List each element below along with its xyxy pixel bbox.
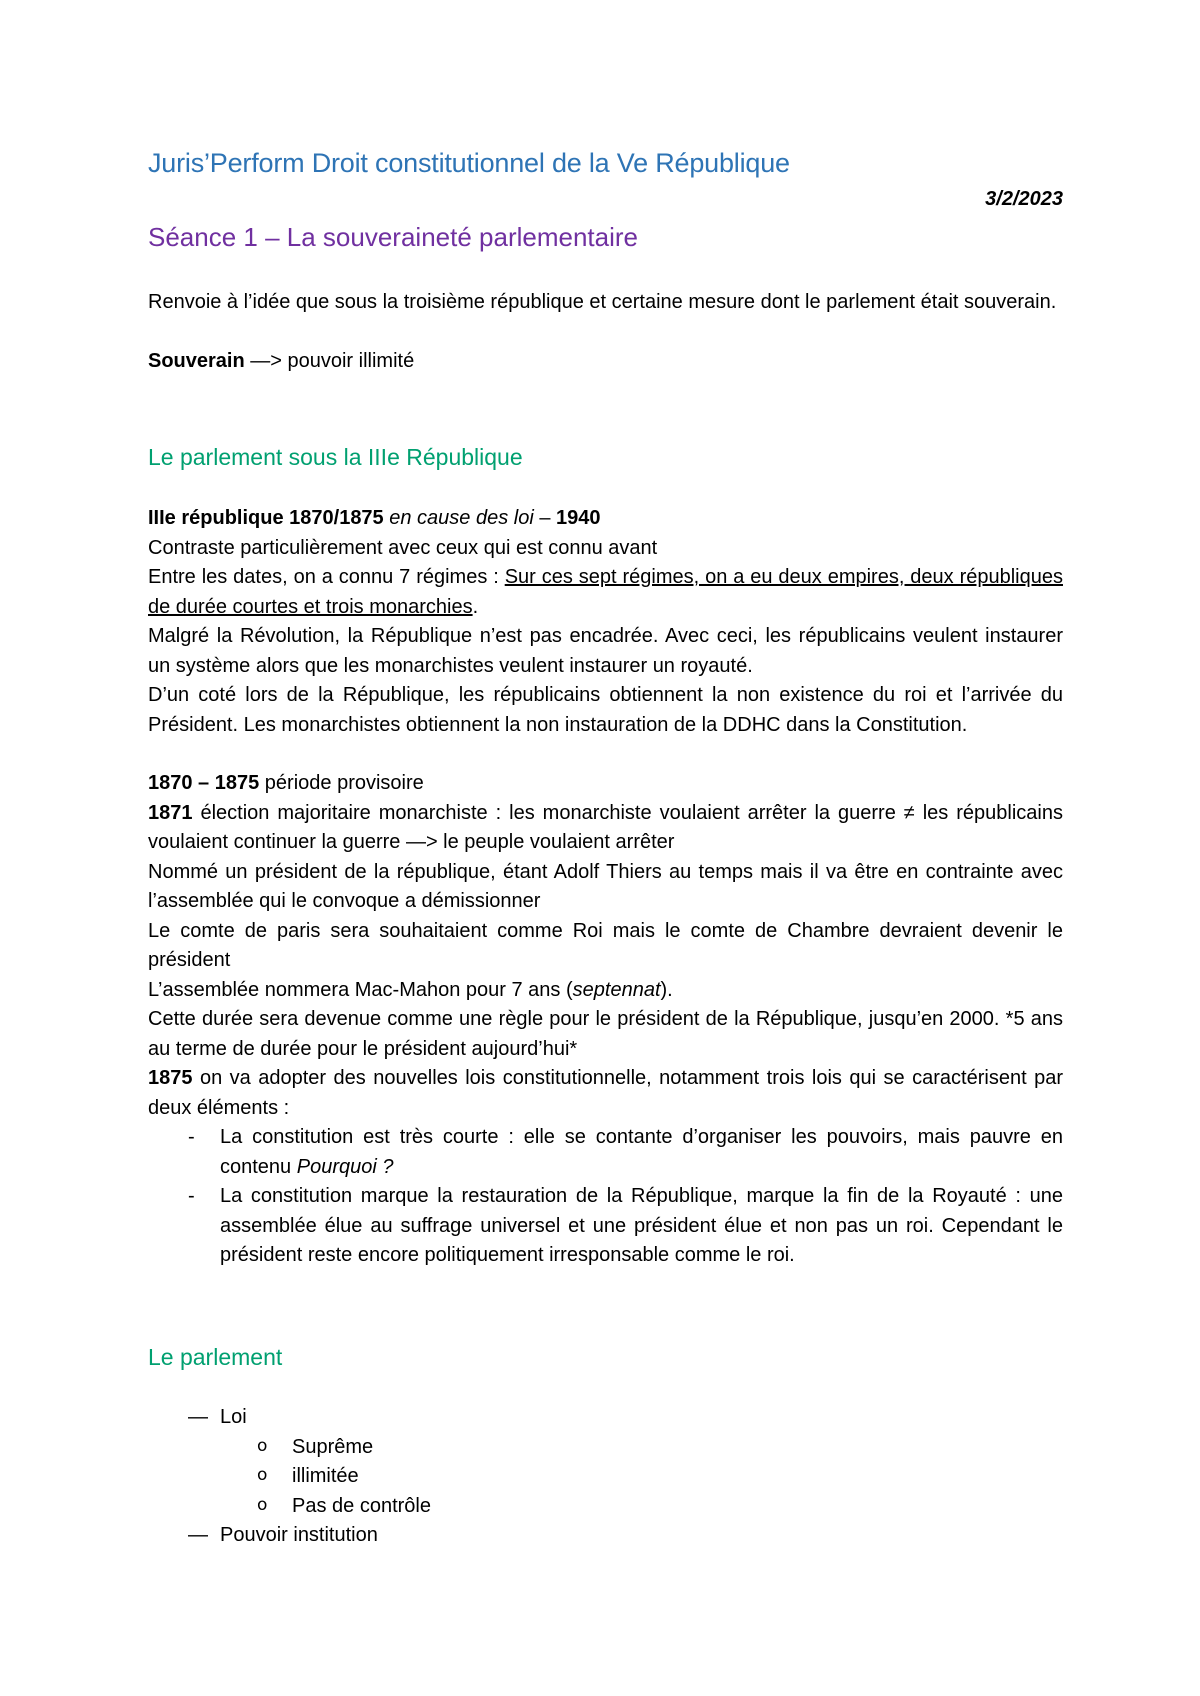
outline-subitem	[148, 1462, 1063, 1492]
souverain-definition: —> pouvoir illimité	[244, 349, 415, 372]
provisional-label: période provisoire	[259, 772, 424, 794]
outline-item-label: Loi	[220, 1406, 247, 1428]
bullet-dash: -	[188, 1126, 195, 1148]
circle-bullet: o	[257, 1465, 268, 1485]
revolution-paragraph: Malgré la Révolution, la République n’est pas encadrée. Avec ceci, les républicains veulent instaurer un système alors que les monarchistes veulent instaurer un royauté.	[148, 625, 1063, 677]
provisional-dates: 1870 – 1875	[148, 772, 260, 794]
comte-paragraph: Le comte de paris sera souhaitaient comme Roi mais le comte de Chambre devraient devenir le président	[148, 919, 1063, 971]
em-dash-bullet: —	[188, 1524, 208, 1546]
section1-body	[148, 504, 1063, 1271]
section-heading-iiie-republique: Le parlement sous la IIIe République	[148, 444, 523, 470]
souverain-line	[148, 347, 1063, 377]
intro-block	[148, 288, 1063, 376]
constitution-bullet-list	[148, 1123, 1063, 1271]
em-dash-bullet: —	[188, 1406, 208, 1428]
year-1871: 1871	[148, 801, 193, 824]
document-date: 3/2/2023	[985, 188, 1063, 210]
dates-line	[148, 504, 1063, 534]
mac-mahon-end: ).	[660, 978, 673, 1001]
dates-cause: en cause des loi	[383, 507, 534, 529]
bullet-dash: -	[188, 1185, 195, 1207]
outline-subitem-label: Suprême	[292, 1435, 374, 1458]
outline-item-label: Pouvoir institution	[220, 1524, 378, 1546]
year-1875: 1875	[148, 1067, 193, 1089]
document-page	[148, 0, 1063, 1696]
section-heading-parlement: Le parlement	[148, 1344, 283, 1370]
duration-paragraph: Cette durée sera devenue comme une règle pour le président de la République, jusqu’en 2000. *5 ans au terme de durée pour le président aujourd’hui*	[148, 1008, 1063, 1060]
session-title: Séance 1 – La souveraineté parlementaire	[148, 222, 638, 252]
thiers-paragraph: Nommé un président de la république, étant Adolf Thiers au temps mais il va être en contrainte avec l’assemblée qui le convoque a démissionner	[148, 860, 1063, 912]
circle-bullet: o	[257, 1494, 268, 1515]
bullet-1-text: La constitution est très courte : elle se contante d’organiser les pouvoirs, mais pauvre en contenu	[220, 1126, 1063, 1178]
circle-bullet: o	[257, 1435, 268, 1456]
laws-1875-text: on va adopter des nouvelles lois constitutionnelle, notamment trois lois qui se caractérisent par deux éléments :	[148, 1067, 1063, 1119]
date-end: 1940	[556, 507, 601, 529]
date-start: 1870/1875	[289, 507, 384, 529]
republic-paragraph: D’un coté lors de la République, les républicains obtiennent la non existence du roi et l’arrivée du Président. Les monarchistes obtiennent la non instauration de la DDHC dans la Constitution.	[148, 684, 1063, 736]
outline-subitem	[148, 1492, 1063, 1522]
list-item	[148, 1123, 1063, 1182]
regimes-line	[148, 563, 1063, 622]
election-1871-text: élection majoritaire monarchiste : les monarchiste voulaient arrêter la guerre ≠ les républicains voulaient continuer la guerre —> le peuple voulaient arrêter	[148, 801, 1063, 853]
laws-1875-paragraph	[148, 1064, 1063, 1123]
contrast-line: Contraste particulièrement avec ceux qui est connu avant	[148, 536, 658, 559]
document-title: Juris’Perform Droit constitutionnel de la Ve République	[148, 148, 790, 178]
outline-item-loi	[148, 1403, 1063, 1433]
souverain-label: Souverain	[148, 349, 245, 372]
outline-item-pouvoir	[148, 1521, 1063, 1551]
dates-dash: –	[533, 507, 557, 529]
mac-mahon-line	[148, 976, 1063, 1006]
bullet-2-text: La constitution marque la restauration de la République, marque la fin de la Royauté : une assemblée élue au suffrage universel et une président élue et non pas un roi. Cependant le président reste encore politiquement irresponsable comme le roi.	[220, 1185, 1063, 1266]
regimes-detail: Sur ces sept régimes, on a eu deux empires, deux républiques de durée courtes et trois monarchies	[148, 566, 1063, 618]
regimes-intro: Entre les dates, on a connu 7 régimes :	[148, 566, 505, 588]
parlement-outline	[148, 1403, 1063, 1551]
dates-label: IIIe république	[148, 507, 290, 529]
election-1871-paragraph	[148, 799, 1063, 858]
mac-mahon-text: L’assemblée nommera Mac-Mahon pour 7 ans (	[148, 978, 573, 1001]
provisional-period-line	[148, 769, 1063, 799]
outline-subitem	[148, 1433, 1063, 1463]
septennat-term: septennat	[572, 978, 661, 1001]
outline-subitem-label: Pas de contrôle	[292, 1494, 431, 1517]
intro-paragraph: Renvoie à l’idée que sous la troisième république et certaine mesure dont le parlement était souverain.	[148, 291, 1057, 313]
list-item	[148, 1182, 1063, 1271]
bullet-1-question: Pourquoi ?	[296, 1155, 394, 1178]
outline-subitem-label: illimitée	[292, 1465, 359, 1487]
regimes-end: .	[472, 595, 479, 618]
